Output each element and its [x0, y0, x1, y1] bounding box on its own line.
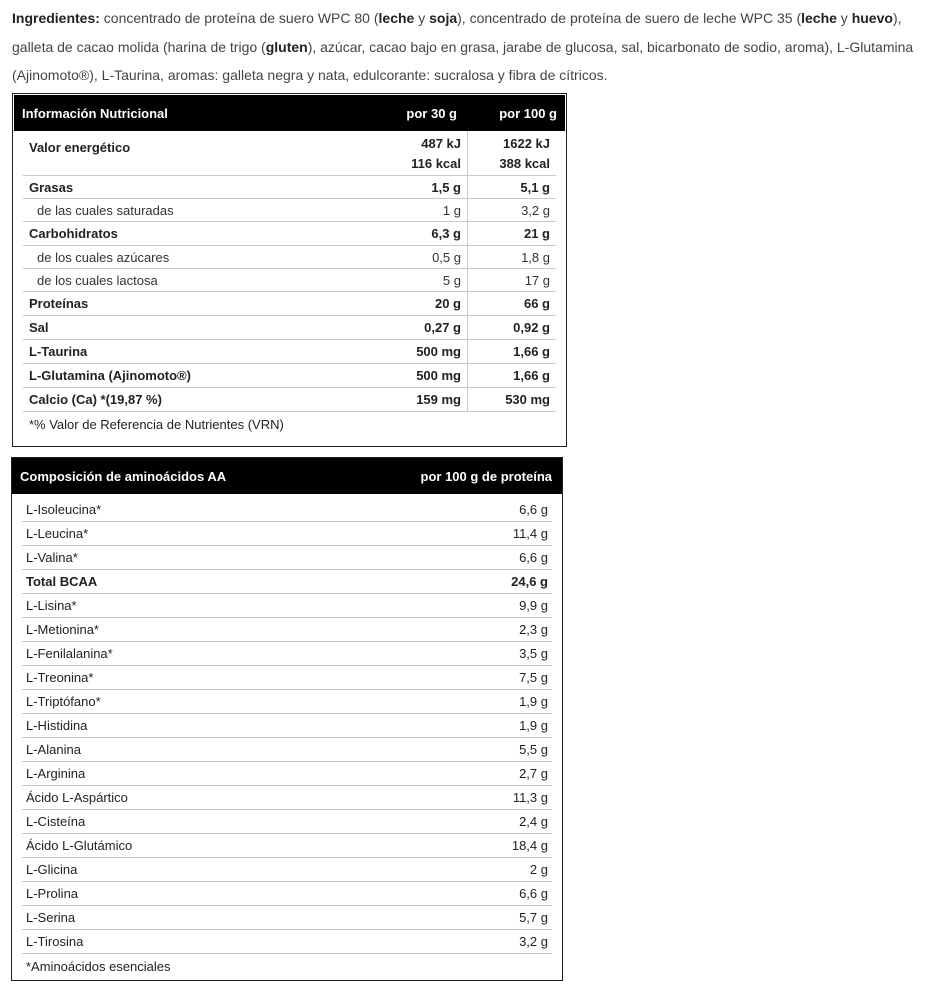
amino-value: 9,9 g — [519, 598, 548, 613]
energy-kcal-30: 116 kcal — [411, 155, 461, 171]
amino-label: L-Triptófano* — [26, 694, 101, 709]
nutrition-row-label: Carbohidratos — [29, 226, 118, 241]
nutrition-value-30: 1 g — [388, 199, 468, 221]
amino-label: Total BCAA — [26, 574, 98, 589]
ingredients-segment: concentrado de proteína de suero WPC 80 ( — [99, 10, 379, 26]
amino-row — [22, 666, 552, 690]
nutrition-table-header — [14, 95, 565, 131]
amino-label: L-Alanina — [26, 742, 81, 757]
amino-row — [22, 810, 552, 834]
amino-table-body — [22, 498, 552, 978]
amino-value: 3,5 g — [519, 646, 548, 661]
nutrition-value-30: 6,3 g — [388, 222, 468, 245]
energy-values-100 — [468, 131, 556, 175]
amino-label: L-Leucina* — [26, 526, 89, 541]
nutrition-row-label: Grasas — [29, 179, 74, 195]
ingredients-segment: ), azúcar, cacao bajo en grasa, jarabe de glucosa, sal, bicarbonato de sodio, aroma), L-Glutamina (Ajinomoto®), L-Taurina, aromas: galleta negra y nata, edulcorante: sucralosa y fibra de cítricos. — [12, 38, 914, 83]
nutrition-value-30: 5 g — [388, 269, 468, 291]
nutrition-row-label: Proteínas — [29, 296, 89, 311]
amino-row — [22, 762, 552, 786]
nutrition-row — [23, 222, 556, 246]
nutrition-value-100: 17 g — [524, 272, 550, 288]
amino-footnote: *Aminoácidos esenciales — [26, 958, 171, 974]
nutrition-row — [23, 292, 556, 316]
nutrition-table — [12, 93, 567, 447]
amino-row — [22, 690, 552, 714]
amino-row — [22, 882, 552, 906]
nutrition-value-30: 159 mg — [388, 388, 468, 411]
nutrition-value-30: 500 mg — [388, 340, 468, 363]
amino-label: L-Fenilalanina* — [26, 646, 113, 661]
nutrition-footnote: *% Valor de Referencia de Nutrientes (VRN) — [29, 416, 284, 432]
nutrition-value-30: 20 g — [388, 292, 468, 315]
amino-row — [22, 834, 552, 858]
amino-row — [22, 714, 552, 738]
amino-header-col: por 100 g de proteína — [420, 468, 552, 484]
amino-value: 5,5 g — [519, 742, 548, 757]
nutrition-row-label: Valor energético — [29, 140, 131, 155]
nutrition-row-label: de las cuales saturadas — [37, 202, 174, 218]
energy-kj-30: 487 kJ — [421, 135, 461, 151]
amino-row — [22, 786, 552, 810]
amino-label: L-Serina — [26, 910, 76, 925]
amino-value: 3,2 g — [519, 934, 548, 949]
nutrition-row — [23, 340, 556, 364]
amino-label: L-Tirosina — [26, 934, 84, 949]
nutrition-value-100: 0,92 g — [513, 320, 550, 335]
amino-label: L-Cisteína — [26, 814, 86, 829]
allergen-text: gluten — [265, 38, 308, 55]
amino-label: L-Metionina* — [26, 622, 99, 637]
amino-label: L-Valina* — [26, 550, 78, 565]
nutrition-row-label: de los cuales azúcares — [37, 249, 170, 265]
amino-row — [22, 642, 552, 666]
nutrition-value-100: 530 mg — [505, 392, 550, 407]
nutrition-header-col2: por 100 g — [499, 105, 557, 121]
amino-value: 2,7 g — [519, 766, 548, 781]
nutrition-row-label: Sal — [29, 320, 49, 335]
ingredients-paragraph — [12, 4, 922, 90]
nutrition-header-title: Información Nutricional — [22, 105, 168, 121]
nutrition-value-100: 21 g — [523, 226, 550, 241]
amino-row — [22, 546, 552, 570]
amino-value: 1,9 g — [519, 694, 548, 709]
amino-value: 24,6 g — [511, 574, 548, 589]
amino-value: 18,4 g — [511, 838, 548, 853]
amino-label: L-Prolina — [26, 886, 79, 901]
nutrition-value-100: 1,8 g — [521, 249, 550, 265]
amino-value: 11,4 g — [512, 526, 548, 541]
amino-label: L-Isoleucina* — [26, 502, 102, 517]
amino-value: 2,3 g — [519, 622, 548, 637]
ingredients-segment: y — [414, 10, 430, 26]
allergen-text: leche — [801, 10, 837, 26]
nutrition-rows — [23, 176, 556, 412]
amino-value: 11,3 g — [512, 790, 548, 805]
amino-label: L-Lisina* — [26, 598, 77, 613]
nutrition-row-energy — [23, 131, 556, 176]
nutrition-value-30: 0,5 g — [388, 246, 468, 268]
amino-header-title: Composición de aminoácidos AA — [20, 468, 227, 484]
amino-value: 6,6 g — [519, 502, 548, 517]
allergen-text: huevo — [851, 10, 893, 26]
amino-table-header — [12, 458, 562, 494]
amino-value: 6,6 g — [519, 886, 548, 901]
nutrition-table-body — [23, 131, 556, 436]
nutrition-value-30: 0,27 g — [388, 316, 468, 339]
energy-kj-100: 1622 kJ — [503, 135, 550, 151]
ingredients-label: Ingredientes: — [12, 10, 100, 26]
nutrition-row — [23, 364, 556, 388]
energy-kcal-100: 388 kcal — [499, 155, 550, 171]
nutrition-value-30: 1,5 g — [388, 176, 468, 198]
nutrition-row-label: de los cuales lactosa — [37, 272, 158, 288]
amino-row — [22, 906, 552, 930]
amino-label: L-Glicina — [26, 862, 78, 877]
nutrition-value-100: 1,66 g — [513, 368, 550, 383]
amino-row — [22, 570, 552, 594]
ingredients-segment: y — [836, 10, 852, 26]
nutrition-value-100: 66 g — [523, 296, 550, 311]
amino-value: 7,5 g — [519, 670, 548, 685]
amino-label: L-Treonina* — [26, 670, 94, 685]
amino-value: 2,4 g — [519, 814, 548, 829]
amino-row — [22, 522, 552, 546]
amino-row — [22, 618, 552, 642]
amino-row — [22, 738, 552, 762]
nutrition-row — [23, 176, 556, 199]
nutrition-row-label: L-Taurina — [29, 344, 88, 359]
amino-label: L-Arginina — [26, 766, 86, 781]
amino-row — [22, 930, 552, 954]
allergen-text: leche — [378, 10, 415, 26]
nutrition-header-col1: por 30 g — [406, 105, 457, 121]
energy-values-30 — [388, 131, 468, 175]
amino-value: 6,6 g — [519, 550, 548, 565]
amino-acid-table — [11, 457, 563, 981]
amino-value: 5,7 g — [519, 910, 548, 925]
nutrition-value-30: 500 mg — [388, 364, 468, 387]
nutrition-row-label: L-Glutamina (Ajinomoto®) — [29, 368, 191, 383]
amino-value: 2 g — [529, 862, 548, 877]
amino-row — [22, 858, 552, 882]
amino-label: L-Histidina — [26, 718, 88, 733]
amino-rows — [22, 498, 552, 954]
allergen-text: soja — [429, 10, 458, 26]
ingredients-segment: ), galleta de cacao molida (harina de trigo ( — [12, 10, 902, 55]
nutrition-row — [23, 269, 556, 292]
nutrition-row — [23, 316, 556, 340]
amino-label: Ácido L-Glutámico — [26, 838, 133, 853]
amino-row — [22, 498, 552, 522]
nutrition-row — [23, 246, 556, 269]
nutrition-row — [23, 388, 556, 412]
nutrition-row — [23, 199, 556, 222]
amino-label: Ácido L-Aspártico — [26, 790, 128, 805]
ingredients-text — [12, 10, 913, 83]
amino-row — [22, 594, 552, 618]
nutrition-value-100: 5,1 g — [520, 179, 550, 195]
nutrition-value-100: 3,2 g — [521, 202, 550, 218]
nutrition-row-label: Calcio (Ca) *(19,87 %) — [29, 392, 162, 407]
amino-value: 1,9 g — [519, 718, 548, 733]
nutrition-value-100: 1,66 g — [513, 344, 550, 359]
ingredients-segment: ), concentrado de proteína de suero de leche WPC 35 ( — [457, 10, 802, 26]
